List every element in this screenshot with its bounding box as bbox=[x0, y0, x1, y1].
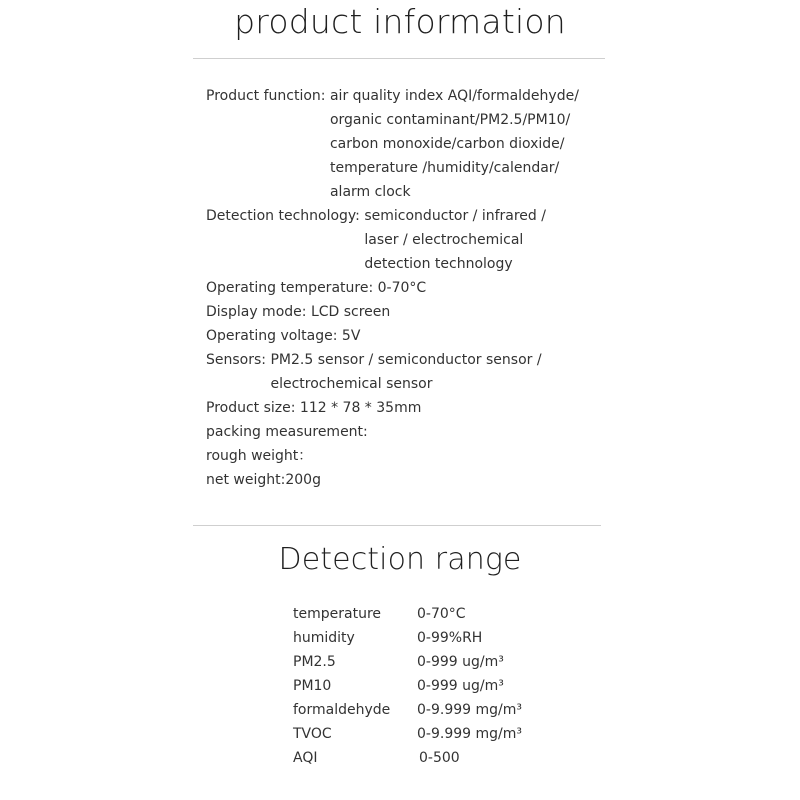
detection-technology-values bbox=[364, 204, 546, 276]
range-value: 0-999 ug/m³ bbox=[417, 678, 504, 694]
sensors-values bbox=[270, 348, 541, 396]
packing-measurement-label: packing measurement: bbox=[206, 424, 368, 440]
detection-technology-line: laser / electrochemical bbox=[364, 232, 524, 248]
display-mode-value: LCD screen bbox=[310, 304, 391, 320]
range-row bbox=[293, 698, 553, 722]
range-value: 0-9.999 mg/m³ bbox=[417, 702, 522, 718]
operating-voltage-row bbox=[206, 324, 606, 348]
product-function-line: alarm clock bbox=[329, 184, 411, 200]
operating-temperature-label: Operating temperature: bbox=[206, 280, 378, 296]
detection-technology-row bbox=[206, 204, 606, 276]
product-function-row bbox=[206, 84, 606, 204]
section-divider bbox=[193, 525, 601, 526]
detection-range-table bbox=[293, 602, 553, 770]
range-value: 0-500 bbox=[419, 750, 460, 766]
sensors-label: Sensors: bbox=[206, 352, 271, 368]
product-size-label: Product size: bbox=[206, 400, 300, 416]
display-mode-row bbox=[206, 300, 606, 324]
range-value: 0-9.999 mg/m³ bbox=[417, 726, 522, 742]
range-row bbox=[293, 722, 553, 746]
operating-temperature-row bbox=[206, 276, 606, 300]
sensors-line: electrochemical sensor bbox=[270, 376, 433, 392]
range-parameter: humidity bbox=[293, 630, 355, 646]
top-divider bbox=[193, 58, 605, 59]
product-function-line: carbon monoxide/carbon dioxide/ bbox=[329, 136, 565, 152]
product-function-label: Product function: bbox=[206, 88, 330, 104]
net-weight-label: net weight:200g bbox=[206, 472, 321, 488]
product-information bbox=[206, 84, 606, 492]
rough-weight-row bbox=[206, 444, 606, 468]
product-function-line: temperature /humidity/calendar/ bbox=[329, 160, 560, 176]
range-value: 0-999 ug/m³ bbox=[417, 654, 504, 670]
sensors-row bbox=[206, 348, 606, 396]
operating-temperature-value: 0-70°C bbox=[377, 280, 427, 296]
detection-range-title: Detection range bbox=[278, 542, 522, 577]
range-value: 0-99%RH bbox=[417, 630, 483, 646]
operating-voltage-value: 5V bbox=[341, 328, 361, 344]
range-row bbox=[293, 650, 553, 674]
range-parameter: AQI bbox=[293, 750, 318, 766]
range-parameter: PM2.5 bbox=[293, 654, 336, 670]
range-parameter: PM10 bbox=[293, 678, 332, 694]
range-parameter: TVOC bbox=[293, 726, 332, 742]
detection-technology-label: Detection technology: bbox=[206, 208, 365, 224]
product-size-value: 112 * 78 * 35mm bbox=[299, 400, 422, 416]
range-row bbox=[293, 626, 553, 650]
detection-technology-line: detection technology bbox=[364, 256, 513, 272]
net-weight-row bbox=[206, 468, 606, 492]
range-value: 0-70°C bbox=[417, 606, 466, 622]
operating-voltage-label: Operating voltage: bbox=[206, 328, 342, 344]
range-row bbox=[293, 602, 553, 626]
range-row bbox=[293, 746, 553, 770]
range-parameter: temperature bbox=[293, 606, 381, 622]
display-mode-label: Display mode: bbox=[206, 304, 311, 320]
sensors-line: PM2.5 sensor / semiconductor sensor / bbox=[270, 352, 542, 368]
product-size-row bbox=[206, 396, 606, 420]
page-title: product information bbox=[234, 2, 566, 41]
range-row bbox=[293, 674, 553, 698]
packing-measurement-row bbox=[206, 420, 606, 444]
detection-technology-line: semiconductor / infrared / bbox=[364, 208, 546, 224]
rough-weight-label: rough weight： bbox=[206, 448, 313, 464]
product-function-line: organic contaminant/PM2.5/PM10/ bbox=[329, 112, 571, 128]
product-function-line: air quality index AQI/formaldehyde/ bbox=[329, 88, 579, 104]
range-parameter: formaldehyde bbox=[293, 702, 391, 718]
product-function-values bbox=[330, 84, 579, 204]
